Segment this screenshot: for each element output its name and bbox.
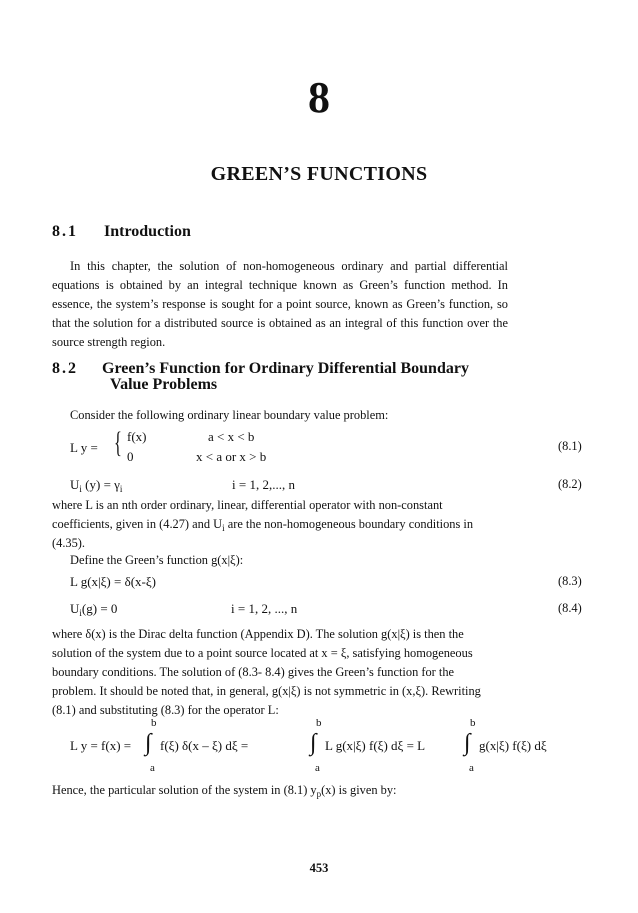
eq-8-2-rhs-subscript: i <box>119 484 123 494</box>
eq-8-2 <box>70 477 122 494</box>
eq-8-4 <box>70 601 117 618</box>
chapter-title: GREEN’S FUNCTIONS <box>210 163 428 185</box>
chapter-number: 8 <box>308 73 330 122</box>
where-line-2-subscript: i <box>222 523 225 533</box>
integral-sign-3: ∫ <box>464 730 471 756</box>
where-line-1: where L is an nth order ordinary, linear, differential operator with non-constant <box>52 498 443 512</box>
hence-text: Hence, the particular solution of the system in (8.1) y <box>52 783 317 797</box>
where2-line-4: problem. It should be noted that, in general, g(x|ξ) is not symmetric in (x,ξ). Rewriting <box>52 684 481 698</box>
where2-line-5: (8.1) and substituting (8.3) for the operator L: <box>52 703 279 717</box>
integral-eq-part4: g(x|ξ) f(ξ) dξ <box>479 738 547 753</box>
where-line-2 <box>52 515 473 538</box>
eq-number-8-2: (8.2) <box>558 477 582 491</box>
eq-8-1-case2-condition: x < a or x > b <box>196 449 267 464</box>
where2-line-3: boundary conditions. The solution of (8.3- 8.4) gives the Green’s function for the <box>52 665 455 679</box>
section-title-line2: Value Problems <box>110 376 218 393</box>
where-line-3: (4.35). <box>52 536 86 550</box>
eq-number-8-3: (8.3) <box>558 574 582 588</box>
eq-8-1-case1-value: f(x) <box>127 429 147 444</box>
hence-line <box>52 781 396 804</box>
upper-limit-1: b <box>151 717 157 729</box>
section-number: 8.2 <box>52 360 78 377</box>
integral-sign-1: ∫ <box>145 730 152 756</box>
intro-sentence: Consider the following ordinary linear boundary value problem: <box>70 408 389 422</box>
eq-8-4-subscript: i <box>79 608 82 618</box>
lower-limit-2: a <box>315 762 320 774</box>
integral-sign-2: ∫ <box>310 730 317 756</box>
eq-number-8-4: (8.4) <box>558 601 582 615</box>
where2-line-2: solution of the system due to a point source located at x = ξ, satisfying homogeneous <box>52 646 473 660</box>
hence-text-end: (x) is given by: <box>321 783 397 797</box>
page-number: 453 <box>309 861 329 875</box>
eq-number-8-1: (8.1) <box>558 439 582 453</box>
eq-8-1-lhs: L y = <box>70 440 98 455</box>
eq-8-4-condition: i = 1, 2, ..., n <box>231 601 298 616</box>
integral-eq-part3: L g(x|ξ) f(ξ) dξ = L <box>325 738 426 753</box>
eq-8-4-rhs: (g) = 0 <box>81 601 118 616</box>
intro-paragraph: In this chapter, the solution of non-homogeneous ordinary and partial differential equations is obtained by an integral technique known as Green’s function method. In essence, the system’s response is sought for a point source, known as Green’s function, so that the solution for a distributed source is obtained as an integral of this function over the source strength region. <box>52 259 508 349</box>
integral-eq-part1: L y = f(x) = <box>70 738 132 753</box>
section-title-line1: Green’s Function for Ordinary Differential Boundary <box>102 360 469 377</box>
section-title: Introduction <box>104 223 191 240</box>
eq-8-2-condition: i = 1, 2,..., n <box>232 477 295 492</box>
eq-8-2-rhs: (y) = γ <box>85 477 120 492</box>
define-sentence: Define the Green’s function g(x|ξ): <box>70 553 244 567</box>
eq-8-1-case2-value: 0 <box>127 449 134 464</box>
hence-subscript: p <box>316 789 322 799</box>
where-line-2-a: coefficients, given in (4.27) and U <box>52 517 223 531</box>
section-8-1-heading <box>52 223 191 241</box>
upper-limit-2: b <box>316 717 322 729</box>
integral-eq-part2: f(ξ) δ(x – ξ) dξ = <box>160 738 249 753</box>
eq-8-2-subscript: i <box>79 484 82 494</box>
eq-8-1-case1-condition: a < x < b <box>208 429 255 444</box>
left-brace: { <box>114 426 122 459</box>
where2-line-1: where δ(x) is the Dirac delta function (Appendix D). The solution g(x|ξ) is then the <box>52 627 464 641</box>
lower-limit-1: a <box>150 762 155 774</box>
section-number: 8.1 <box>52 223 78 240</box>
eq-8-3: L g(x|ξ) = δ(x-ξ) <box>70 574 157 589</box>
lower-limit-3: a <box>469 762 474 774</box>
eq-8-2-operator: U <box>70 477 80 492</box>
where-line-2-b: are the non-homogeneous boundary conditions in <box>224 517 474 531</box>
upper-limit-3: b <box>470 717 476 729</box>
eq-8-4-operator: U <box>70 601 80 616</box>
